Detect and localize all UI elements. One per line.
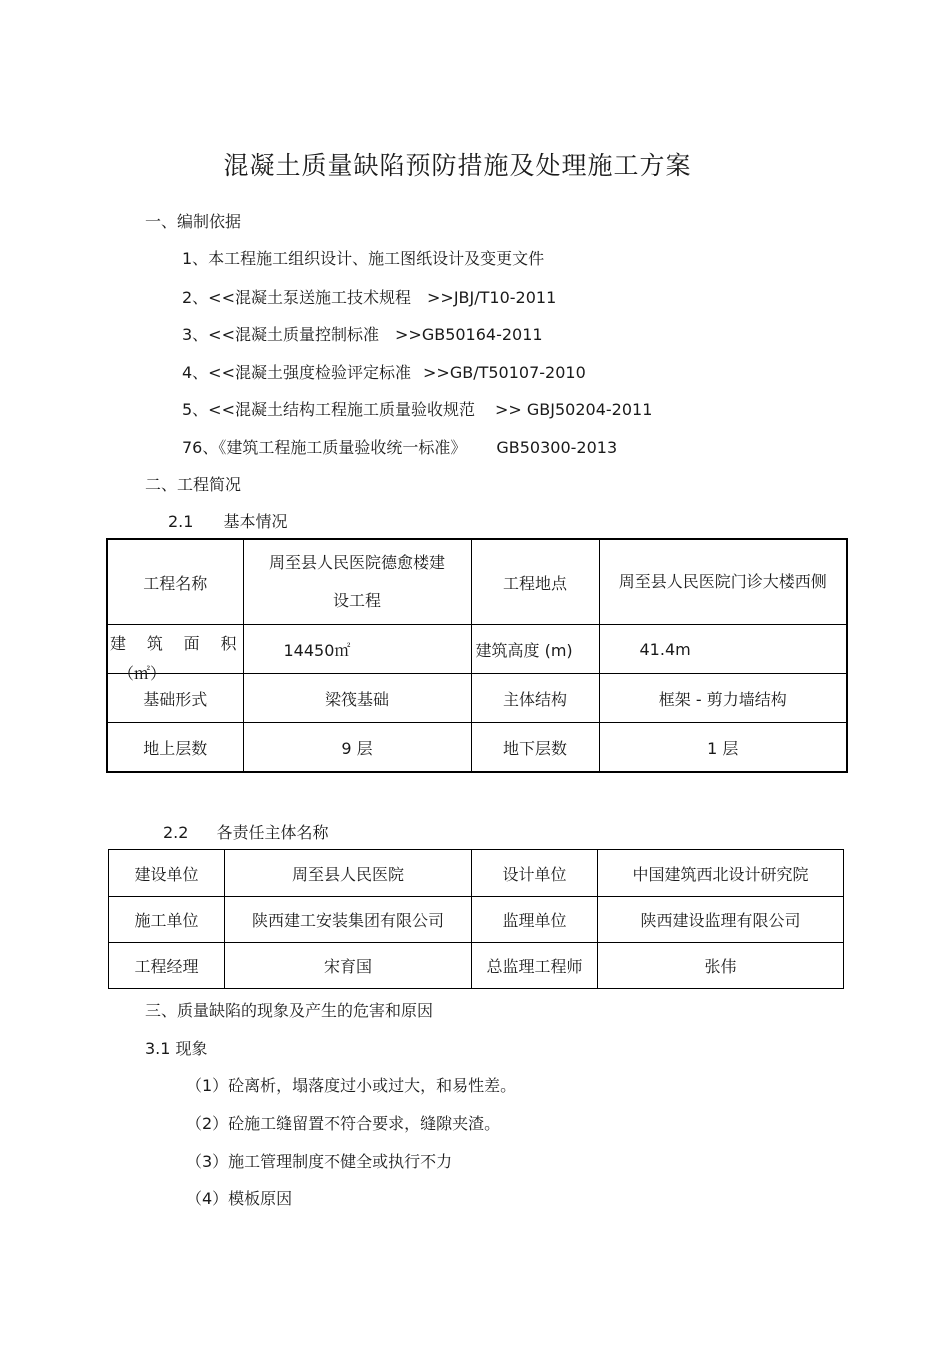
table-cell: 陕西建设监理有限公司 (598, 897, 844, 943)
basis-item: 4、<<混凝土强度检验评定标准 >>GB/T50107-2010 (182, 363, 586, 382)
document-title: 混凝土质量缺陷预防措施及处理施工方案 (223, 151, 692, 180)
foundation-label: 基础形式 (107, 674, 243, 723)
subsection-phenomena: 3.1 现象 (145, 1039, 208, 1058)
table-row (109, 897, 844, 943)
floors-below-value: 1 层 (599, 723, 847, 773)
table-cell: 陕西建工安装集团有限公司 (225, 897, 472, 943)
table-row (109, 943, 844, 989)
foundation-value: 梁筏基础 (243, 674, 471, 723)
table-row (107, 723, 847, 773)
table-row (107, 539, 847, 625)
height-label: 建筑高度 (m) (471, 625, 599, 674)
list-item: （3）施工管理制度不健全或执行不力 (186, 1152, 453, 1171)
structure-value: 框架 - 剪力墙结构 (599, 674, 847, 723)
section-heading-defects: 三、质量缺陷的现象及产生的危害和原因 (145, 1001, 434, 1020)
basis-item: 1、本工程施工组织设计、施工图纸设计及变更文件 (182, 249, 545, 268)
table-cell: 宋育国 (225, 943, 472, 989)
table-cell: 建设单位 (109, 850, 225, 897)
structure-label: 主体结构 (471, 674, 599, 723)
floors-above-label: 地上层数 (107, 723, 243, 773)
table-row (107, 625, 847, 674)
table-cell: 设计单位 (472, 850, 598, 897)
basis-item: 3、<<混凝土质量控制标准 >>GB50164-2011 (182, 325, 543, 344)
area-label: 建 筑 面 积 （㎡） (107, 625, 243, 674)
basis-item: 5、<<混凝土结构工程施工质量验收规范 >> GBJ50204-2011 (182, 400, 653, 419)
subsection-responsible-parties: 2.2 各责任主体名称 (163, 823, 329, 842)
project-site-value: 周至县人民医院门诊大楼西侧 (599, 539, 847, 625)
table-cell: 施工单位 (109, 897, 225, 943)
section-heading-basis: 一、编制依据 (145, 212, 242, 231)
table-cell: 张伟 (598, 943, 844, 989)
table-row (109, 850, 844, 897)
section-heading-overview: 二、工程简况 (145, 475, 242, 494)
height-value: 41.4m (599, 625, 847, 674)
area-value: 14450㎡ (243, 625, 471, 674)
responsible-parties-table (108, 849, 844, 989)
project-name-label: 工程名称 (107, 539, 243, 625)
list-item: （4）模板原因 (186, 1189, 293, 1208)
table-cell: 总监理工程师 (472, 943, 598, 989)
list-item: （2）砼施工缝留置不符合要求，缝隙夹渣。 (186, 1114, 501, 1133)
subsection-basic-info: 2.1 基本情况 (168, 512, 288, 531)
basic-info-table (106, 538, 848, 773)
floors-above-value: 9 层 (243, 723, 471, 773)
table-cell: 监理单位 (472, 897, 598, 943)
table-cell: 周至县人民医院 (225, 850, 472, 897)
table-row (107, 674, 847, 723)
list-item: （1）砼离析，塌落度过小或过大，和易性差。 (186, 1076, 517, 1095)
table-cell: 工程经理 (109, 943, 225, 989)
project-name-value: 周至县人民医院德愈楼建设工程 (243, 539, 471, 625)
project-site-label: 工程地点 (471, 539, 599, 625)
floors-below-label: 地下层数 (471, 723, 599, 773)
basis-item: 2、<<混凝土泵送施工技术规程 >>JBJ/T10-2011 (182, 288, 557, 307)
table-cell: 中国建筑西北设计研究院 (598, 850, 844, 897)
basis-item: 76、《建筑工程施工质量验收统一标准》 GB50300-2013 (182, 438, 618, 457)
